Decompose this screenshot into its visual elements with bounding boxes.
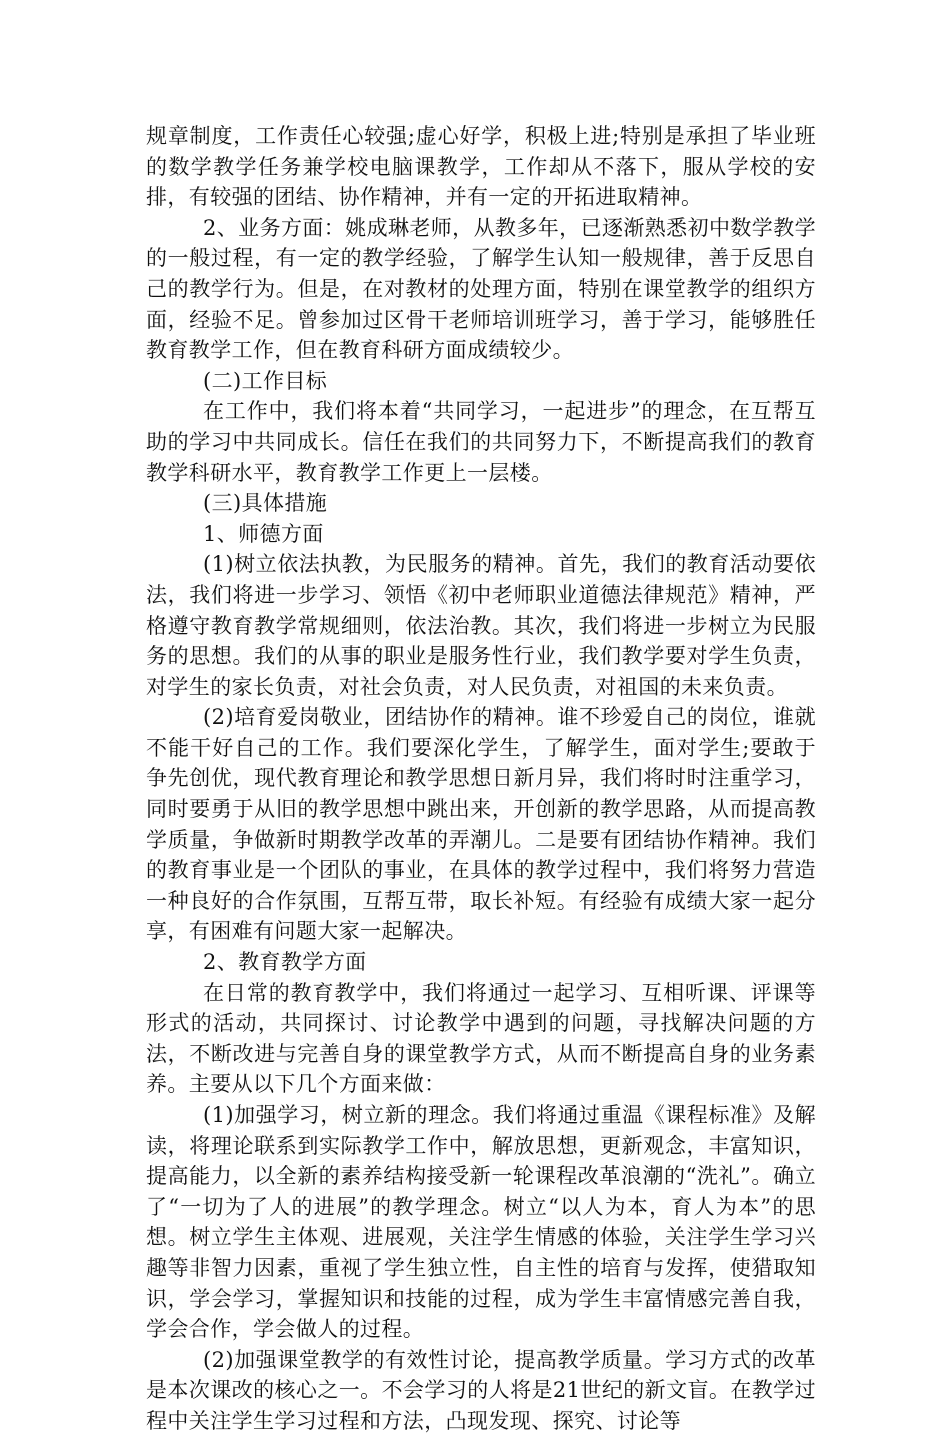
paragraph-1: 规章制度，工作责任心较强;虚心好学，积极上进;特别是承担了毕业班的数学教学任务兼学校电脑课教学，工作却从不落下，服从学校的安排，有较强的团结、协作精神，并有一定的开拓进取精神。: [146, 124, 816, 210]
paragraph-11: (1)加强学习，树立新的理念。我们将通过重温《课程标准》及解读，将理论联系到实际教学工作中，解放思想，更新观念，丰富知识，提高能力，以全新的素养结构接受新一轮课程改革浪潮的“洗礼”。确立了“一切为了人的进展”的教学理念。树立“以人为本，育人为本”的思想。树立学生主体观、进展观，关注学生情感的体验，关注学生学习兴趣等非智力因素，重视了学生独立性，自主性的培育与发挥，使猎取知识，学会学习，掌握知识和技能的过程，成为学生丰富情感完善自我，学会合作，学会做人的过程。: [146, 1103, 816, 1342]
section-heading-measures: (三)具体措施: [203, 491, 328, 516]
document-body: [146, 121, 816, 1437]
paragraph-8: (2)培育爱岗敬业，团结协作的精神。谁不珍爱自己的岗位，谁就不能干好自己的工作。我们要深化学生，了解学生，面对学生;要敢于争先创优，现代教育理论和教学思想日新月异，我们将时时注重学习，同时要勇于从旧的教学思想中跳出来，开创新的教学思路，从而提高教学质量，争做新时期教学改革的弄潮儿。二是要有团结协作精神。我们的教育事业是一个团队的事业，在具体的教学过程中，我们将努力营造一种良好的合作氛围，互帮互带，取长补短。有经验有成绩大家一起分享，有困难有问题大家一起解决。: [146, 705, 816, 944]
paragraph-7: (1)树立依法执教，为民服务的精神。首先，我们的教育活动要依法，我们将进一步学习、领悟《初中老师职业道德法律规范》精神，严格遵守教育教学常规细则，依法治教。其次，我们将进一步树立为民服务的思想。我们的从事的职业是服务性行业，我们教学要对学生负责，对学生的家长负责，对社会负责，对人民负责，对祖国的未来负责。: [146, 552, 816, 699]
paragraph-10: 在日常的教育教学中，我们将通过一起学习、互相听课、评课等形式的活动，共同探讨、讨论教学中遇到的问题，寻找解决问题的方法，不断改进与完善自身的课堂教学方式，从而不断提高自身的业务素养。主要从以下几个方面来做：: [146, 980, 816, 1097]
subheading-teaching: 2、教育教学方面: [203, 950, 367, 975]
paragraph-12: (2)加强课堂教学的有效性讨论，提高教学质量。学习方式的改革是本次课改的核心之一。不会学习的人将是21世纪的新文盲。在教学过程中关注学生学习过程和方法，凸现发现、探究、讨论等: [146, 1347, 816, 1433]
paragraph-2: 2、业务方面：姚成琳老师，从教多年，已逐渐熟悉初中数学教学的一般过程，有一定的教学经验，了解学生认知一般规律，善于反思自己的教学行为。但是，在对教材的处理方面，特别在课堂教学的组织方面，经验不足。曾参加过区骨干老师培训班学习，善于学习，能够胜任教育教学工作，但在教育科研方面成绩较少。: [146, 215, 816, 363]
section-heading-work-goals: (二)工作目标: [203, 368, 328, 393]
paragraph-4: 在工作中，我们将本着“共同学习，一起进步”的理念，在互帮互助的学习中共同成长。信任在我们的共同努力下，不断提高我们的教育教学科研水平，教育教学工作更上一层楼。: [146, 399, 816, 485]
subheading-ethics: 1、师德方面: [203, 521, 324, 546]
